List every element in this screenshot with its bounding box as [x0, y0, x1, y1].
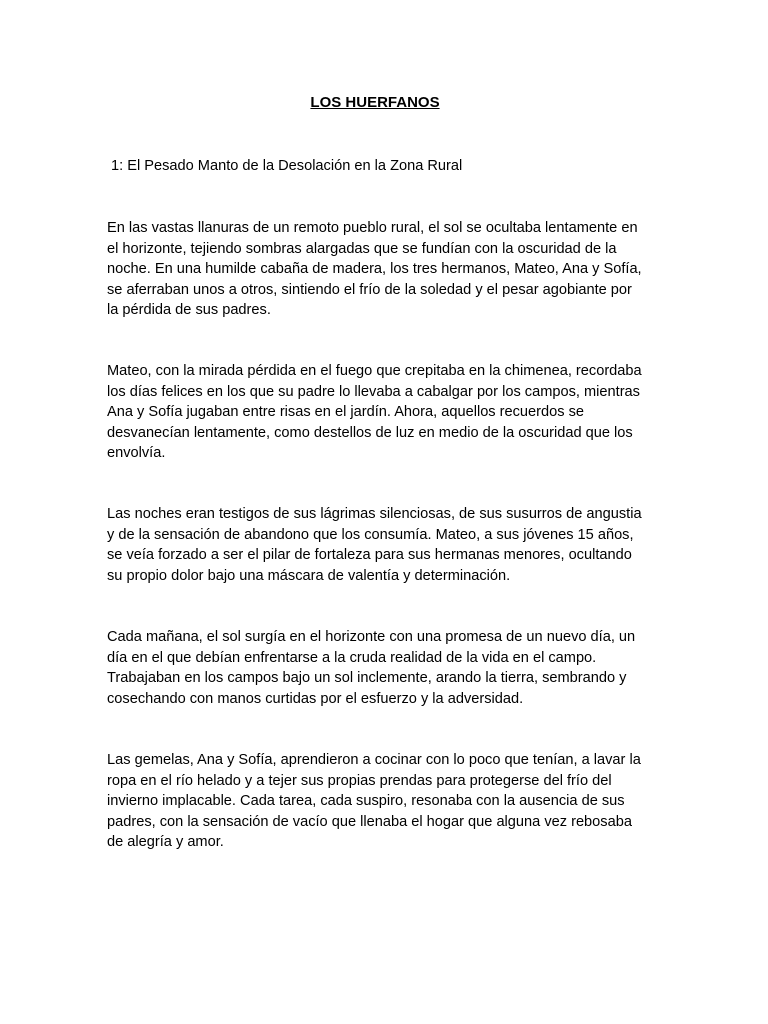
text-line: los días felices en los que su padre lo llevaba a cabalgar por los campos, mientras — [107, 383, 640, 400]
text-line: Las gemelas, Ana y Sofía, aprendieron a cocinar con lo poco que tenían, a lavar la — [107, 752, 641, 768]
paragraph-3 — [107, 504, 667, 586]
document-title: LOS HUERFANOS — [310, 94, 440, 111]
text-line: y de la sensación de abandono que los consumía. Mateo, a sus jóvenes 15 años, — [107, 526, 634, 543]
text-line: ropa en el río helado y a tejer sus propias prendas para protegerse del frío del — [107, 772, 612, 789]
text-line: desvanecían lentamente, como destellos de luz en medio de la oscuridad que los — [107, 424, 633, 441]
text-line: En las vastas llanuras de un remoto pueblo rural, el sol se ocultaba lentamente en — [107, 220, 638, 236]
text-line: Las noches eran testigos de sus lágrimas silenciosas, de sus susurros de angustia — [107, 506, 642, 522]
text-line: su propio dolor bajo una máscara de valentía y determinación. — [107, 567, 511, 584]
text-line: Ana y Sofía jugaban entre risas en el jardín. Ahora, aquellos recuerdos se — [107, 404, 585, 421]
text-line: se aferraban unos a otros, sintiendo el frío de la soledad y el pesar agobiante por — [107, 281, 632, 298]
text-line: cosechando con manos curtidas por el esfuerzo y la adversidad. — [107, 690, 524, 707]
text-line: el horizonte, tejiendo sombras alargadas que se fundían con la oscuridad de la — [107, 240, 617, 257]
paragraph-2 — [107, 361, 667, 464]
paragraph-4 — [107, 627, 667, 709]
text-line: Trabajaban en los campos bajo un sol inclemente, arando la tierra, sembrando y — [107, 670, 627, 687]
text-line: noche. En una humilde cabaña de madera, los tres hermanos, Mateo, Ana y Sofía, — [107, 261, 642, 278]
paragraph-5 — [107, 750, 667, 853]
text-line: día en el que debían enfrentarse a la cruda realidad de la vida en el campo. — [107, 649, 597, 666]
text-line: la pérdida de sus padres. — [107, 302, 271, 319]
text-line: de alegría y amor. — [107, 834, 224, 851]
text-line: Mateo, con la mirada pérdida en el fuego que crepitaba en la chimenea, recordaba — [107, 363, 642, 379]
text-line: invierno implacable. Cada tarea, cada suspiro, resonaba con la ausencia de sus — [107, 793, 625, 810]
paragraph-1 — [107, 218, 667, 321]
text-line: padres, con la sensación de vacío que llenaba el hogar que alguna vez rebosaba — [107, 813, 632, 830]
text-line: Cada mañana, el sol surgía en el horizonte con una promesa de un nuevo día, un — [107, 629, 636, 645]
chapter-heading: 1: El Pesado Manto de la Desolación en la Zona Rural — [111, 158, 463, 174]
text-line: envolvía. — [107, 445, 166, 462]
text-line: se veía forzado a ser el pilar de fortaleza para sus hermanas menores, ocultando — [107, 547, 632, 564]
